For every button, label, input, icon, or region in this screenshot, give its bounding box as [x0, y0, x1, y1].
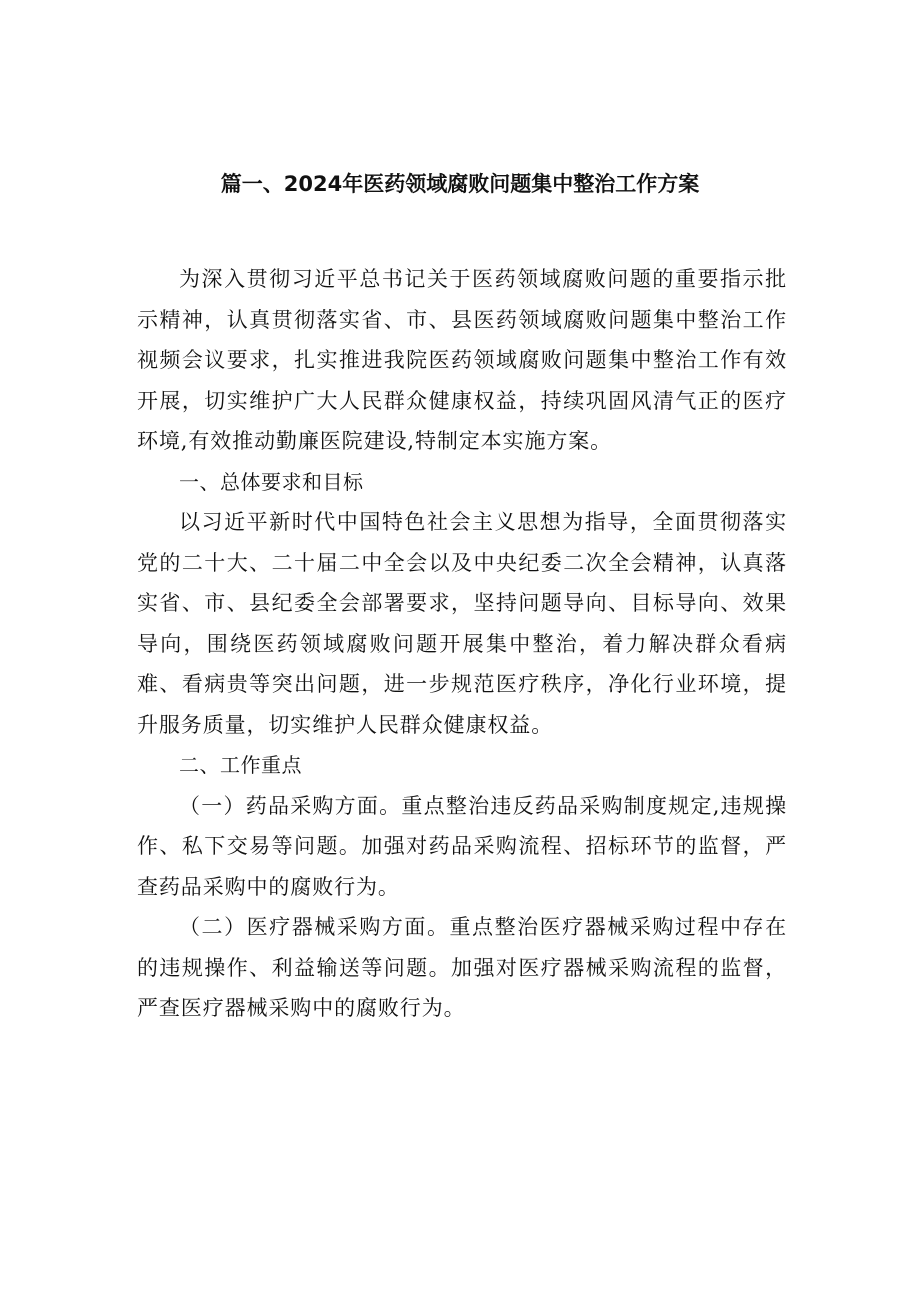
section-heading-requirements: 一、总体要求和目标 [179, 469, 364, 494]
document-title: 篇一、2024年医药领域腐败问题集中整治工作方案 [220, 172, 700, 196]
document-body [137, 259, 787, 1029]
drug-procurement-paragraph: （一）药品采购方面。重点整治违反药品采购制度规定,违规操作、私下交易等问题。加强对药品采购流程、招标环节的监督，严查药品采购中的腐败行为。 [137, 793, 787, 899]
device-procurement-paragraph: （二）医疗器械采购方面。重点整治医疗器械采购过程中存在的违规操作、利益输送等问题。加强对医疗器械采购流程的监督，严查医疗器械采购中的腐败行为。 [137, 915, 787, 1020]
intro-paragraph: 为深入贯彻习近平总书记关于医药领域腐败问题的重要指示批示精神，认真贯彻落实省、市、县医药领域腐败问题集中整治工作视频会议要求，扎实推进我院医药领域腐败问题集中整治工作有效开展，切实维护广大人民群众健康权益，持续巩固风清气正的医疗环境,有效推动勤廉医院建设,特制定本实施方案。 [137, 267, 787, 453]
section-heading-key-work: 二、工作重点 [179, 753, 302, 777]
requirements-paragraph: 以习近平新时代中国特色社会主义思想为指导，全面贯彻落实党的二十大、二十届二中全会以及中央纪委二次全会精神，认真落实省、市、县纪委全会部署要求，坚持问题导向、目标导向、效果导向，围绕医药领域腐败问题开展集中整治，着力解决群众看病难、看病贵等突出问题，进一步规范医疗秩序，净化行业环境，提升服务质量，切实维护人民群众健康权益。 [137, 510, 787, 737]
